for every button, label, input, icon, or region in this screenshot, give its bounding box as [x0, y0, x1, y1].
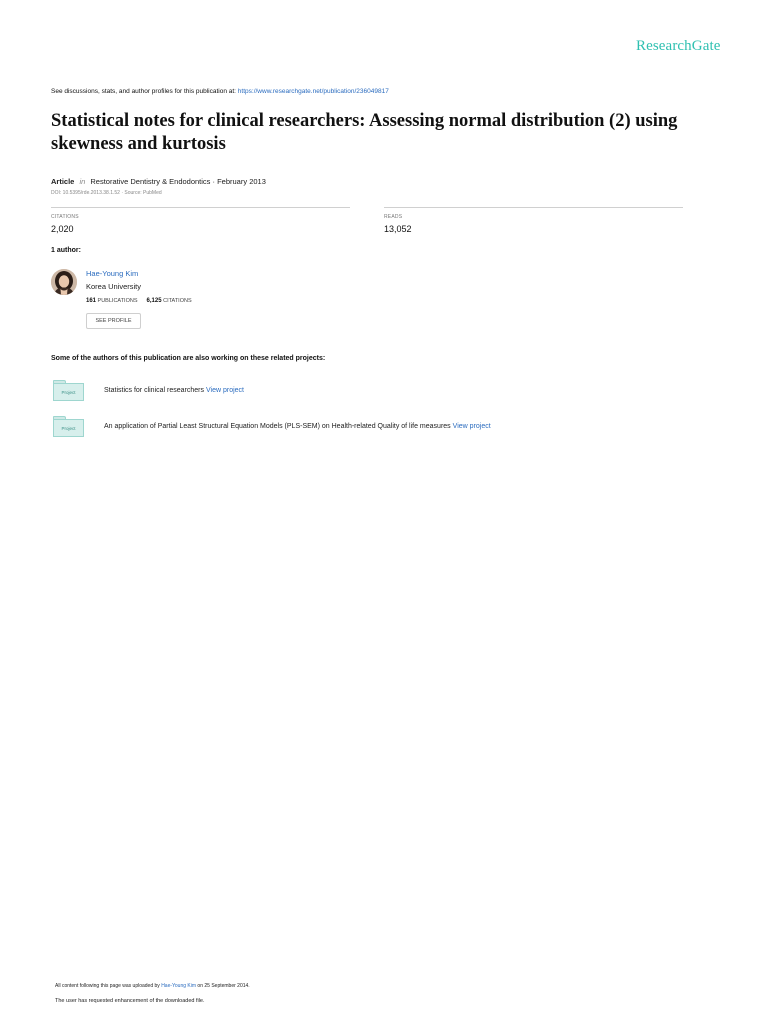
upload-note [55, 983, 250, 989]
publication-type: Article [51, 177, 75, 186]
upload-prefix: All content following this page was uploaded by [55, 983, 162, 989]
view-project-link[interactable]: View project [452, 423, 491, 430]
see-profile-button[interactable]: SEE PROFILE [86, 313, 141, 329]
project-folder-label: Project [53, 419, 84, 437]
uploader-link[interactable]: Hae-Young Kim [161, 983, 197, 989]
reads-label: READS [384, 214, 403, 220]
discussion-line [51, 88, 389, 95]
enhancement-note: The user has requested enhancement of the downloaded file. [55, 998, 205, 1004]
author-avatar[interactable] [51, 269, 77, 295]
citations-stat [51, 207, 350, 234]
project-folder-icon [53, 416, 84, 438]
project-description [104, 423, 491, 430]
author-institution: Korea University [86, 282, 142, 291]
upload-suffix: on 25 September 2014. [196, 983, 250, 989]
doi-source: DOI: 10.5395/rde.2013.38.1.52 · Source: PubMed [51, 190, 162, 196]
citations-value: 2,020 [51, 224, 74, 234]
reads-stat [384, 207, 683, 234]
researchgate-logo[interactable]: ResearchGate [636, 38, 721, 54]
view-project-link[interactable]: View project [205, 387, 244, 394]
project-description [104, 387, 244, 394]
related-projects-heading: Some of the authors of this publication are also working on these related projects: [51, 355, 326, 362]
author-citations-label: CITATIONS [163, 298, 192, 304]
reads-value: 13,052 [384, 224, 412, 234]
project-folder-label: Project [53, 383, 84, 401]
in-label: in [79, 177, 86, 186]
publication-title: Statistical notes for clinical researchers: Assessing normal distribution (2) using skewness and kurtosis [51, 111, 678, 154]
publication-url-link[interactable]: https://www.researchgate.net/publication/236049817 [237, 88, 389, 95]
venue-date: Restorative Dentistry & Endodontics · February 2013 [90, 177, 266, 186]
author-name-link[interactable]: Hae-Young Kim [86, 269, 139, 278]
author-publications-count: 161 [86, 298, 97, 304]
citations-label: CITATIONS [51, 214, 79, 220]
author-publications-label: PUBLICATIONS [97, 298, 138, 304]
project-folder-icon [53, 380, 84, 402]
project-title: Statistics for clinical researchers [104, 387, 204, 394]
project-title: An application of Partial Least Structural Equation Models (PLS-SEM) on Health-related Quality of life measures [104, 423, 451, 430]
authors-heading: 1 author: [51, 247, 81, 254]
author-citations-count: 6,125 [146, 298, 162, 304]
author-stats [86, 298, 192, 304]
publication-meta [51, 177, 266, 186]
author-photo-icon [51, 269, 77, 295]
discussion-prefix: See discussions, stats, and author profiles for this publication at: [51, 88, 238, 95]
